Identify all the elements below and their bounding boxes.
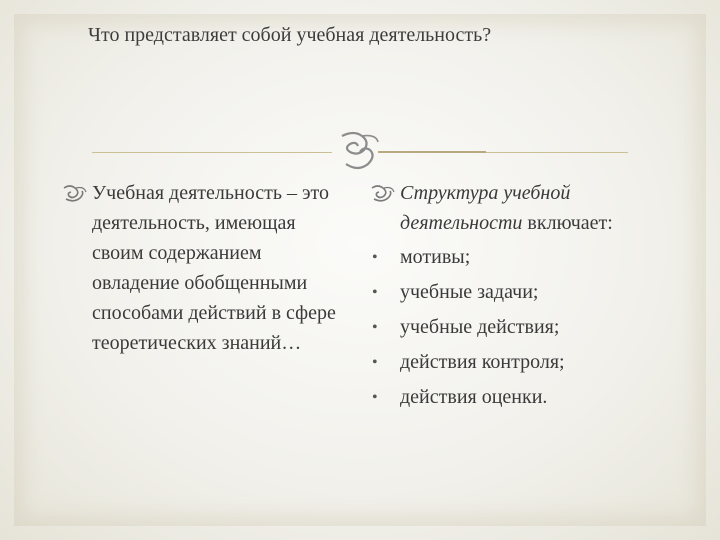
structure-list — [370, 240, 670, 415]
left-column — [62, 178, 352, 358]
list-item — [370, 345, 670, 380]
list-item — [370, 275, 670, 310]
structure-heading-rest: включает: — [522, 212, 613, 234]
structure-heading-italic: Структура учебной деятельности — [400, 182, 571, 234]
list-item — [370, 240, 670, 275]
list-item-text: учебные задачи; — [400, 281, 539, 303]
scroll-bullet-icon — [370, 184, 396, 202]
scroll-bullet-icon — [62, 184, 88, 202]
divider-center — [378, 151, 486, 153]
right-column — [370, 178, 670, 415]
bullet-dot-icon: • — [372, 319, 378, 336]
list-item-text: учебные действия; — [400, 316, 560, 338]
structure-heading — [370, 178, 670, 238]
list-item — [370, 310, 670, 345]
definition-text: Учебная деятельность – это деятельность, имеющая своим содержанием овладение обобщенными способами действий в сфере теоретических знаний… — [92, 182, 336, 354]
divider-left — [92, 152, 332, 153]
bullet-dot-icon: • — [372, 284, 378, 301]
bullet-dot-icon: • — [372, 249, 378, 266]
definition-paragraph — [62, 178, 352, 358]
list-item-text: действия оценки. — [400, 386, 548, 408]
list-item-text: мотивы; — [400, 246, 471, 268]
list-item — [370, 380, 670, 415]
list-item-text: действия контроля; — [400, 351, 565, 373]
scroll-ornament-icon — [336, 128, 382, 174]
slide-title: Что представляет собой учебная деятельность? — [88, 24, 492, 46]
divider-right — [486, 152, 628, 153]
bullet-dot-icon: • — [372, 354, 378, 371]
bullet-dot-icon: • — [372, 389, 378, 406]
